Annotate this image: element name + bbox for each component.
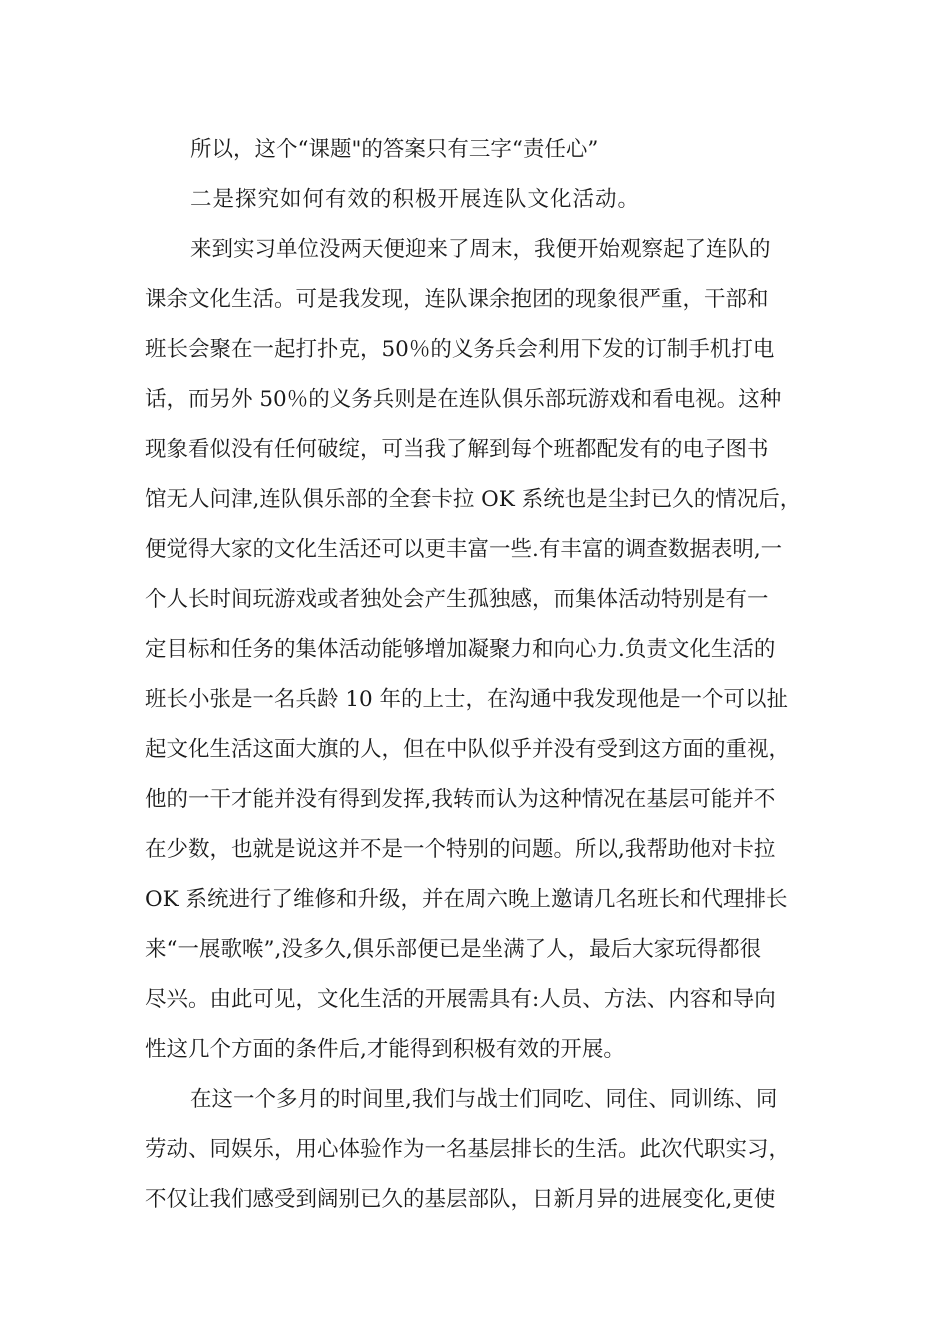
paragraph-line: 定目标和任务的集体活动能够增加凝聚力和向心力.负责文化生活的 <box>145 637 776 662</box>
paragraph-line: 不仅让我们感受到阔别已久的基层部队，日新月异的进展变化,更使 <box>145 1187 776 1212</box>
paragraph-line: 性这几个方面的条件后,才能得到积极有效的开展。 <box>145 1037 625 1062</box>
paragraph-line: 来“一展歌喉”,没多久,俱乐部便已是坐满了人，最后大家玩得都很 <box>145 937 762 962</box>
section-heading: 二是探究如何有效的积极开展连队文化活动。 <box>190 187 641 212</box>
paragraph-line: 课余文化生活。可是我发现，连队课余抱团的现象很严重，干部和 <box>145 287 769 312</box>
paragraph-line: 起文化生活这面大旗的人，但在中队似乎并没有受到这方面的重视， <box>145 737 791 762</box>
paragraph-line: 个人长时间玩游戏或者独处会产生孤独感，而集体活动特别是有一 <box>145 587 769 612</box>
paragraph-line: 话，而另外 50％的义务兵则是在连队俱乐部玩游戏和看电视。这种 <box>145 387 782 412</box>
paragraph-line: 劳动、同娱乐，用心体验作为一名基层排长的生活。此次代职实习， <box>145 1137 791 1162</box>
paragraph-line: 现象看似没有任何破绽，可当我了解到每个班都配发有的电子图书 <box>145 437 769 462</box>
paragraph-line: 所以，这个“课题"的答案只有三字“责任心” <box>190 137 599 162</box>
paragraph-line: 来到实习单位没两天便迎来了周末，我便开始观察起了连队的 <box>190 237 771 262</box>
paragraph-line: 班长会聚在一起打扑克，50％的义务兵会利用下发的订制手机打电 <box>145 337 775 362</box>
paragraph-line: 班长小张是一名兵龄 10 年的上士，在沟通中我发现他是一个可以扯 <box>145 687 789 712</box>
paragraph-line: OK 系统进行了维修和升级，并在周六晚上邀请几名班长和代理排长 <box>145 887 788 912</box>
paragraph-line: 在少数，也就是说这并不是一个特别的问题。所以,我帮助他对卡拉 <box>145 837 776 862</box>
paragraph-line: 尽兴。由此可见，文化生活的开展需具有:人员、方法、内容和导向 <box>145 987 776 1012</box>
paragraph-line: 在这一个多月的时间里,我们与战士们同吃、同住、同训练、同 <box>190 1087 778 1112</box>
paragraph-line: 馆无人问津,连队俱乐部的全套卡拉 OK 系统也是尘封已久的情况后， <box>145 487 802 512</box>
paragraph-line: 他的一干才能并没有得到发挥,我转而认为这种情况在基层可能并不 <box>145 787 776 812</box>
paragraph-line: 便觉得大家的文化生活还可以更丰富一些.有丰富的调查数据表明,一 <box>145 537 783 562</box>
